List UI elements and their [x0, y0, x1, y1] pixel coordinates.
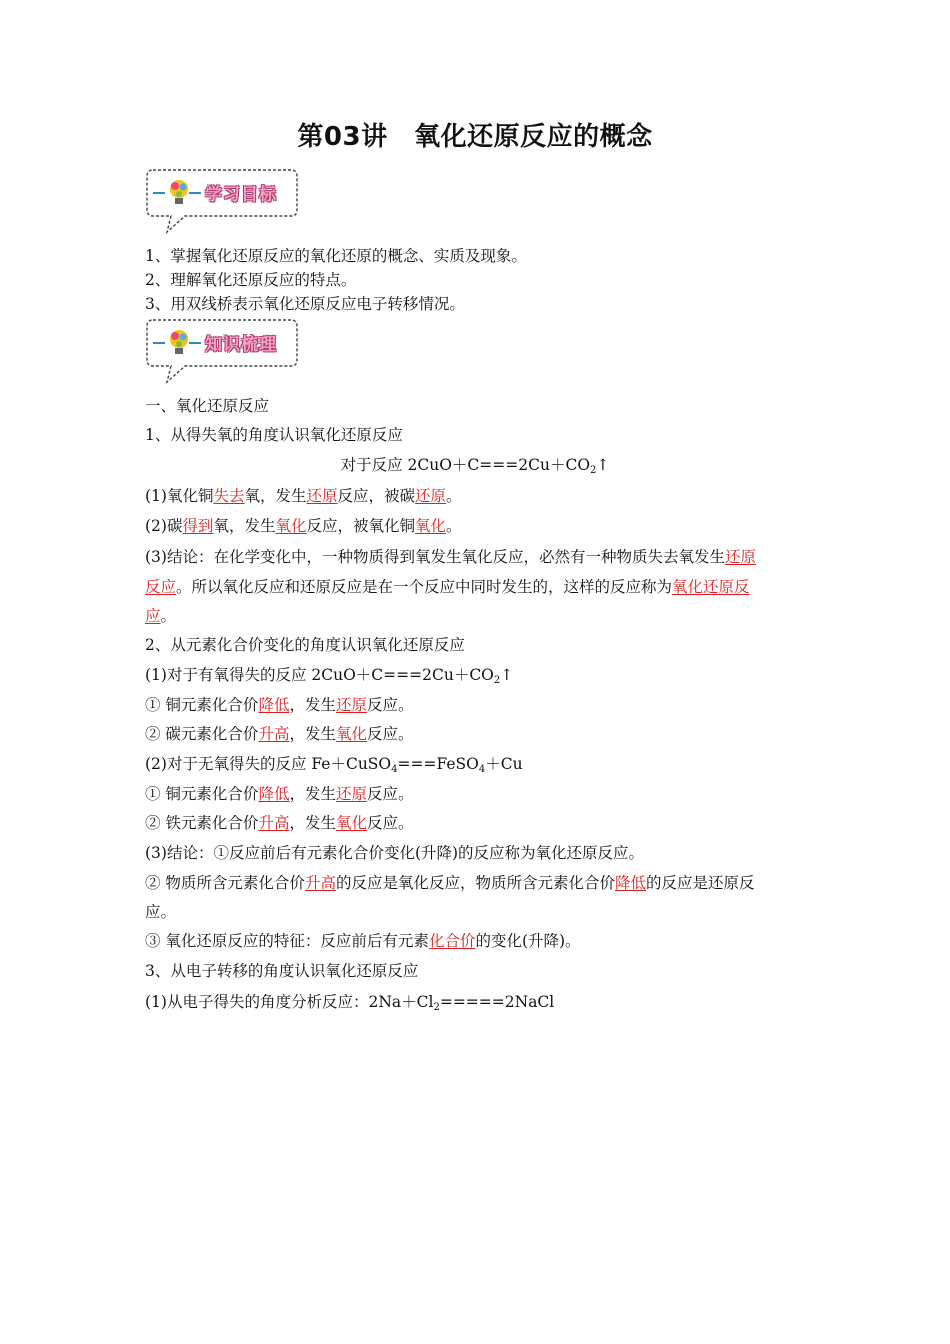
- question-2a: [145, 784, 810, 804]
- subsection-heading-1: 1、从得失氧的角度认识氧化还原反应: [145, 426, 403, 444]
- text: 。所以氧化反应和还原反应是在一个反应中同时发生的，这样的反应称为: [176, 578, 673, 596]
- answer: 氧化还原反: [672, 578, 750, 596]
- question-1b: [145, 724, 810, 744]
- objectives-badge-label: 学习目标: [205, 185, 277, 205]
- text: 。: [160, 607, 177, 625]
- text: ② 铁元素化合价: [145, 814, 259, 832]
- answer: 氧化: [275, 517, 307, 535]
- answer: 还原: [415, 487, 447, 505]
- section-heading: 一、氧化还原反应: [145, 397, 270, 415]
- equation-subscript: 2: [590, 465, 597, 476]
- conclusion-2-line-1: [145, 873, 810, 893]
- equation-text: 对于反应 2CuO＋C===2Cu＋CO: [340, 456, 591, 474]
- text: ＋Cu: [485, 755, 523, 773]
- knowledge-badge-label: 知识梳理: [205, 335, 277, 355]
- text: 的反应是还原反: [645, 874, 755, 892]
- text: 反应。: [366, 696, 414, 714]
- text: ，发生: [289, 725, 336, 743]
- text: ② 碳元素化合价: [145, 725, 259, 743]
- text: 的变化(升降)。: [475, 932, 581, 950]
- text: 反应。: [366, 814, 414, 832]
- text: 。: [446, 487, 462, 505]
- answer: 降低: [258, 696, 290, 714]
- text: (1)对于有氧得失的反应 2CuO＋C===2Cu＋CO: [145, 666, 494, 684]
- answer: 得到: [182, 517, 214, 535]
- paragraph-3-line-3: [145, 606, 810, 626]
- answer: 还原: [335, 696, 367, 714]
- text: =====2NaCl: [439, 993, 555, 1011]
- text: ③ 氧化还原反应的特征：反应前后有元素: [145, 932, 429, 950]
- equation-arrow: ↑: [500, 666, 514, 684]
- question-2b: [145, 813, 810, 833]
- answer: 氧化: [335, 725, 367, 743]
- text: 。: [446, 517, 462, 535]
- equation-subscript: 4: [391, 764, 398, 775]
- knowledge-badge: [145, 316, 301, 388]
- conclusion-3: [145, 931, 810, 951]
- text: (1)从电子得失的角度分析反应：2Na＋Cl: [145, 993, 434, 1011]
- text: 反应，被碳: [337, 487, 416, 505]
- equation-arrow: ↑: [596, 456, 610, 474]
- answer: 还原: [724, 548, 756, 566]
- text: 反应，被氧化铜: [306, 517, 416, 535]
- answer: 升高: [304, 874, 336, 892]
- text: ，发生: [289, 785, 336, 803]
- text: 氧，发生: [213, 517, 276, 535]
- conclusion-1: (3)结论：①反应前后有元素化合价变化(升降)的反应称为氧化还原反应。: [145, 844, 645, 862]
- text: (1)氧化铜: [145, 487, 214, 505]
- text: ① 铜元素化合价: [145, 696, 259, 714]
- objectives-badge: [145, 166, 301, 238]
- conclusion-2-line-2: 应。: [145, 903, 177, 921]
- page-title: 第03讲 氧化还原反应的概念: [297, 122, 653, 152]
- question-2: [145, 754, 810, 780]
- answer: 应: [145, 607, 161, 625]
- answer: 还原: [306, 487, 338, 505]
- answer: 失去: [213, 487, 245, 505]
- equation-subscript: 4: [478, 764, 486, 775]
- paragraph-3-line-1: [145, 547, 810, 567]
- equation-subscript: 2: [433, 1002, 440, 1013]
- answer: 氧化: [415, 517, 447, 535]
- subsection-heading-3: 3、从电子转移的角度认识氧化还原反应: [145, 962, 419, 980]
- question-3: [145, 992, 810, 1018]
- text: ① 铜元素化合价: [145, 785, 259, 803]
- text: 氧，发生: [244, 487, 307, 505]
- answer: 氧化: [335, 814, 367, 832]
- paragraph-1: [145, 486, 810, 506]
- text: 反应。: [366, 785, 414, 803]
- text: ===FeSO: [397, 755, 479, 773]
- question-1: [145, 665, 810, 691]
- answer: 升高: [258, 725, 290, 743]
- answer: 反应: [145, 578, 177, 596]
- equation-subscript: 2: [493, 675, 501, 686]
- objective-1: 1、掌握氧化还原反应的氧化还原的概念、实质及现象。: [145, 247, 527, 265]
- text: 反应。: [366, 725, 414, 743]
- text: (3)结论：在化学变化中，一种物质得到氧发生氧化反应，必然有一种物质失去氧发生: [145, 548, 725, 566]
- question-1a: [145, 695, 810, 715]
- answer: 升高: [258, 814, 290, 832]
- answer: 化合价: [428, 932, 476, 950]
- paragraph-2: [145, 516, 810, 536]
- answer: 还原: [335, 785, 367, 803]
- text: ② 物质所含元素化合价: [145, 874, 305, 892]
- text: (2)碳: [145, 517, 183, 535]
- objective-2: 2、理解氧化还原反应的特点。: [145, 271, 357, 289]
- objective-3: 3、用双线桥表示氧化还原反应电子转移情况。: [145, 295, 465, 313]
- text: (2)对于无氧得失的反应 Fe＋CuSO: [145, 755, 392, 773]
- answer: 降低: [258, 785, 290, 803]
- text: 的反应是氧化反应，物质所含元素化合价: [335, 874, 615, 892]
- paragraph-3-line-2: [145, 577, 810, 597]
- answer: 降低: [614, 874, 646, 892]
- subsection-heading-2: 2、从元素化合价变化的角度认识氧化还原反应: [145, 636, 465, 654]
- text: ，发生: [289, 814, 336, 832]
- text: ，发生: [289, 696, 336, 714]
- equation-1: [0, 455, 950, 481]
